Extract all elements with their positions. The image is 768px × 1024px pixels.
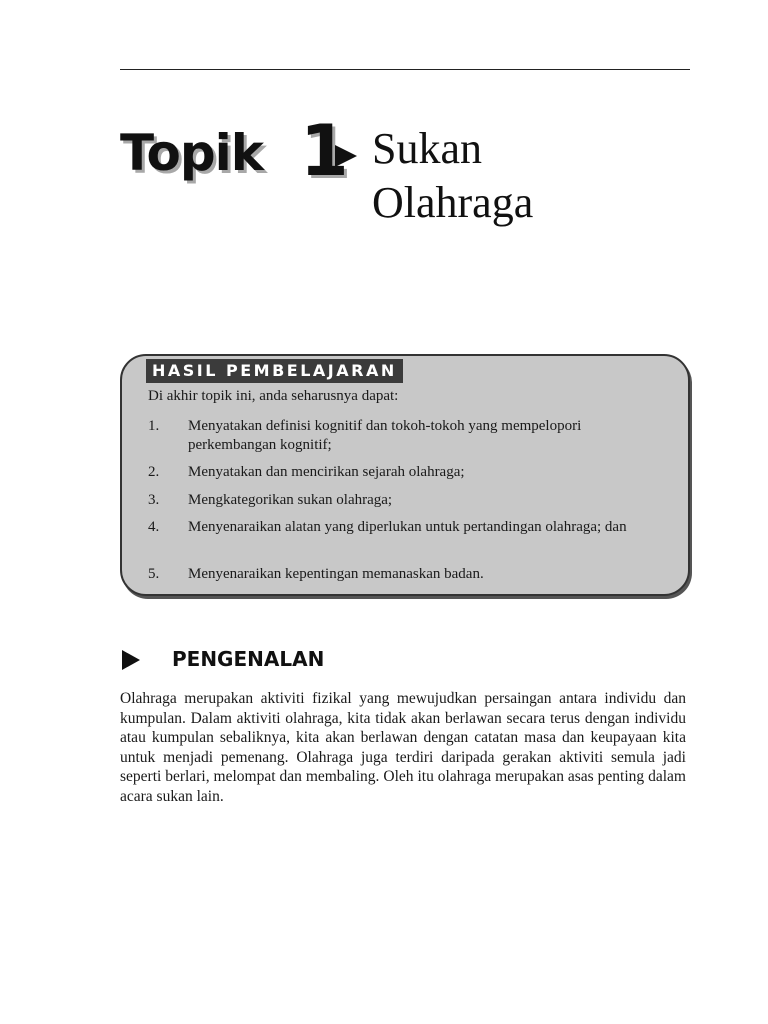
topic-title-line1: Sukan [372, 124, 482, 173]
section-heading: PENGENALAN [172, 647, 325, 671]
arrow-right-icon [335, 145, 357, 167]
outcome-number: 5. [148, 566, 160, 582]
outcome-text: Menyatakan definisi kognitif dan tokoh-tokoh yang mempelopori perkembangan kognitif; [188, 418, 582, 453]
topic-label: Topik [120, 124, 263, 182]
outcome-text: Menyenaraikan kepentingan memanaskan badan. [188, 566, 484, 582]
section-arrow-icon [122, 650, 140, 670]
topic-title-line2: Olahraga [372, 178, 534, 227]
outcome-text: Menyatakan dan mencirikan sejarah olahraga; [188, 464, 465, 480]
outcome-number: 3. [148, 492, 160, 508]
topic-title [372, 122, 533, 230]
outcome-text: Menyenaraikan alatan yang diperlukan untuk pertandingan olahraga; dan [188, 519, 627, 535]
outcome-number: 2. [148, 464, 160, 480]
header-rule [120, 69, 690, 70]
outcome-number: 1. [148, 418, 160, 434]
outcome-number: 4. [148, 519, 160, 535]
learning-outcomes-intro: Di akhir topik ini, anda seharusnya dapat: [148, 388, 399, 404]
learning-outcomes-label: HASIL PEMBELAJARAN [146, 359, 403, 383]
topic-number: 1 [300, 110, 349, 192]
outcome-text: Mengkategorikan sukan olahraga; [188, 492, 393, 508]
intro-paragraph: Olahraga merupakan aktiviti fizikal yang mewujudkan persaingan antara individu dan kumpulan. Dalam aktiviti olahraga, kita tidak akan berlawan secara terus dengan individu atau kumpulan sebaliknya, kita akan berlawan dengan catatan masa dan keupayaan kita untuk menjadi pemenang. Olahraga juga terdiri daripada gerakan aktiviti semula jadi seperti berlari, melompat dan membaling. Oleh itu olahraga merupakan asas penting dalam acara sukan lain. [120, 690, 686, 805]
